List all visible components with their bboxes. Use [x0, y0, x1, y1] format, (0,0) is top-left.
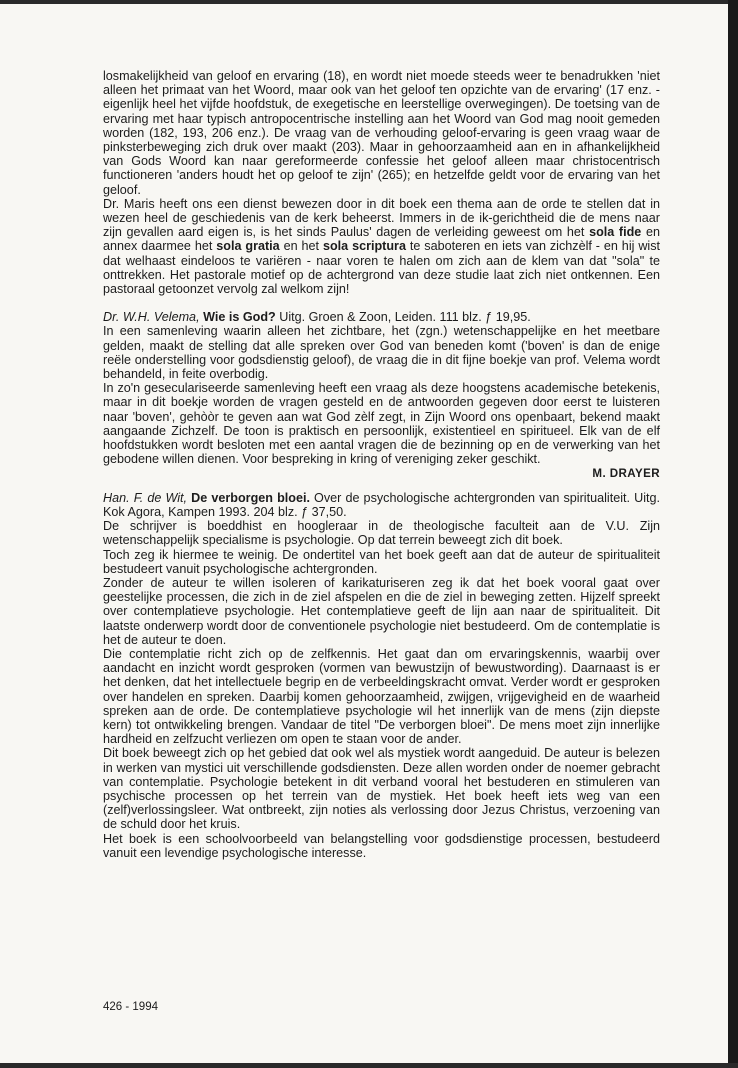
emphasis-sola-fide: sola fide — [589, 225, 642, 240]
review-dewit-paragraph-4: Die contemplatie richt zich op de zelfkennis. Het gaat dan om ervaringskennis, waarbij over aandacht en inzicht wordt gesproken (vormen van bewustzijn of bewustwording). Daarnaast is er het denken, dat het intellectuele begrip en de verbeeldingskracht omvat. Verder wordt er gesproken over handelen en spreken. Daarbij komen gehoorzaamheid, zwijgen, vrijgevigheid en de waarheid spreken aan de orde. De contemplatieve psychologie wil het innerlijk van de mens (zijn diepste kern) tot ontwikkeling brengen. Vandaar de titel "De verborgen bloei". De mens moet zijn innerlijke hardheid en zelfzucht verliezen om open te staan voor de ander. — [103, 646, 660, 747]
review-velema-paragraph-1: In een samenleving waarin alleen het zichtbare, het (zgn.) wetenschappelijke en het meetbare gelden, maakt de stelling dat alle spreken over God van beneden komt ('boven' is dan de enige reële onderstelling voor godsdienstig geloof), de vraag die in dit fijne boekje van prof. Velema wordt behandeld, in feite overbodig. — [103, 324, 660, 382]
page-number: 426 - 1994 — [103, 1001, 158, 1013]
review-continued-paragraph-2: Dr. Maris heeft ons een dienst bewezen door in dit boek een thema aan de orde te stellen dat in wezen heel de geschiedenis van de kerk beheerst. Immers in de ik-gerichtheid die de mens naar zijn gevallen aard eigen is, is het sinds Paulus' dagen de verleiding geweest om het sola fide en annex daarmee het sola gratia en het sola scriptura te saboteren en iets van zichzèlf - en hij wist dat welhaast eindeloos te variëren - naar voren te halen om zich aan de klem van dat "sola" te onttrekken. Het pastorale motief op de achtergrond van deze studie laat zich niet ontkennen. Een pastoraal getoonzet vervolg zal welkom zijn! — [103, 196, 661, 297]
scan-edge-right — [728, 0, 738, 1068]
page-content — [103, 69, 660, 860]
review-velema-paragraph-2: In zo'n geseculariseerde samenleving heeft een vraag als deze hoogstens academische betekenis, maar in dit boekje worden de vragen gesteld en de antwoorden gegeven door eerst te luisteren naar 'boven', gehòòr te geven aan wat God zèlf zegt, in Zijn Woord ons openbaart, bekend maakt aangaande Zichzelf. De toon is praktisch en persoonlijk, existentieel en spiritueel. Elk van de elf hoofdstukken wordt besloten met een aantal vragen die de bezinning op en de verwerking van het gebodene willen dienen. Voor bespreking in kring of vereniging zeker geschikt. — [103, 381, 660, 467]
review-dewit-paragraph-1: De schrijver is boeddhist en hoogleraar in de theologische faculteit aan de V.U. Zijn wetenschappelijk specialisme is psychologie. Op dat terrein beweegt zich dit boek. — [103, 519, 660, 548]
review-dewit-paragraph-2: Toch zeg ik hiermee te weinig. De ondertitel van het boek geeft aan dat de auteur de spiritualiteit bestudeert vanuit psychologische achtergronden. — [103, 547, 660, 576]
scan-edge-top — [0, 0, 738, 4]
emphasis-sola-scriptura: sola scriptura — [322, 239, 406, 254]
review-dewit-paragraph-6: Het boek is een schoolvoorbeeld van belangstelling voor godsdienstige processen, bestudeerd vanuit een levendige psychologische interesse. — [103, 831, 660, 860]
review-velema-title: Wie is God? — [203, 310, 276, 325]
review-dewit-author: Han. F. de Wit, — [103, 490, 188, 505]
review-dewit-paragraph-3: Zonder de auteur te willen isoleren of karikaturiseren zeg ik dat het boek vooral gaat over geestelijke processen, die zich in de ziel afspelen en die de ziel in beweging zetten. Hijzelf spreekt over contemplatieve psychologie. Het contemplatieve geeft de lijn aan naar de spiritualiteit. Dit laatste onderwerp wordt door de conventionele psychologie niet bestudeerd. Om de contemplatie is het de auteur te doen. — [103, 575, 660, 647]
review-velema-heading — [103, 310, 660, 324]
review-dewit-title: De verborgen bloei. — [191, 490, 310, 505]
review-dewit-publication: Over de psychologische achtergronden van spiritualiteit. Uitg. Kok Agora, Kampen 1993. 204 blz. ƒ 37,50. — [103, 490, 660, 519]
emphasis-sola-gratia: sola gratia — [216, 239, 280, 254]
review-dewit-heading — [103, 491, 660, 519]
review-velema-author: Dr. W.H. Velema, — [103, 310, 200, 325]
review-velema-publication: Uitg. Groen & Zoon, Leiden. 111 blz. ƒ 19,95. — [275, 310, 531, 325]
scan-edge-bottom — [0, 1063, 738, 1068]
review-dewit-paragraph-5: Dit boek beweegt zich op het gebied dat ook wel als mystiek wordt aangeduid. De auteur is belezen in werken van mystici uit verschillende godsdiensten. Deze allen worden onder de noemer gebracht van contemplatie. Psychologie betekent in dit verband vooral het bestuderen en stimuleren van psychische processen op het terrein van de mystiek. Het boek heeft iets weg van een (zelf)verlossingsleer. Wat ontbreekt, zijn noties als verlossing door Jezus Christus, verzoening van de schuld door het kruis. — [103, 746, 660, 832]
review-continued-paragraph-1: losmakelijkheid van geloof en ervaring (18), en wordt niet moede steeds weer te benadrukken 'niet alleen het primaat van het Woord, maar ook van het geloof ten opzichte van de ervaring' (17 enz. - eigenlijk heel het vijfde hoofdstuk, de exegetische en leerstellige overwegingen). De toetsing van de ervaring met haar typisch antropocentrische instelling aan het Woord van God mag nooit gemeden worden (182, 193, 206 enz.). De vraag van de verhouding geloof-ervaring is geen vraag waar de pinksterbeweging zich druk over maakt (203). Maar in gehoorzaamheid aan en in afhankelijkheid van Gods Woord kan naar gereformeerde confessie het geloof alleen maar christocentrisch functioneren 'anders houdt het op geloof te zijn' (265); en hetzelfde geldt voor de ervaring van het geloof. — [103, 69, 660, 197]
review-signature: M. DRAYER — [592, 467, 660, 481]
